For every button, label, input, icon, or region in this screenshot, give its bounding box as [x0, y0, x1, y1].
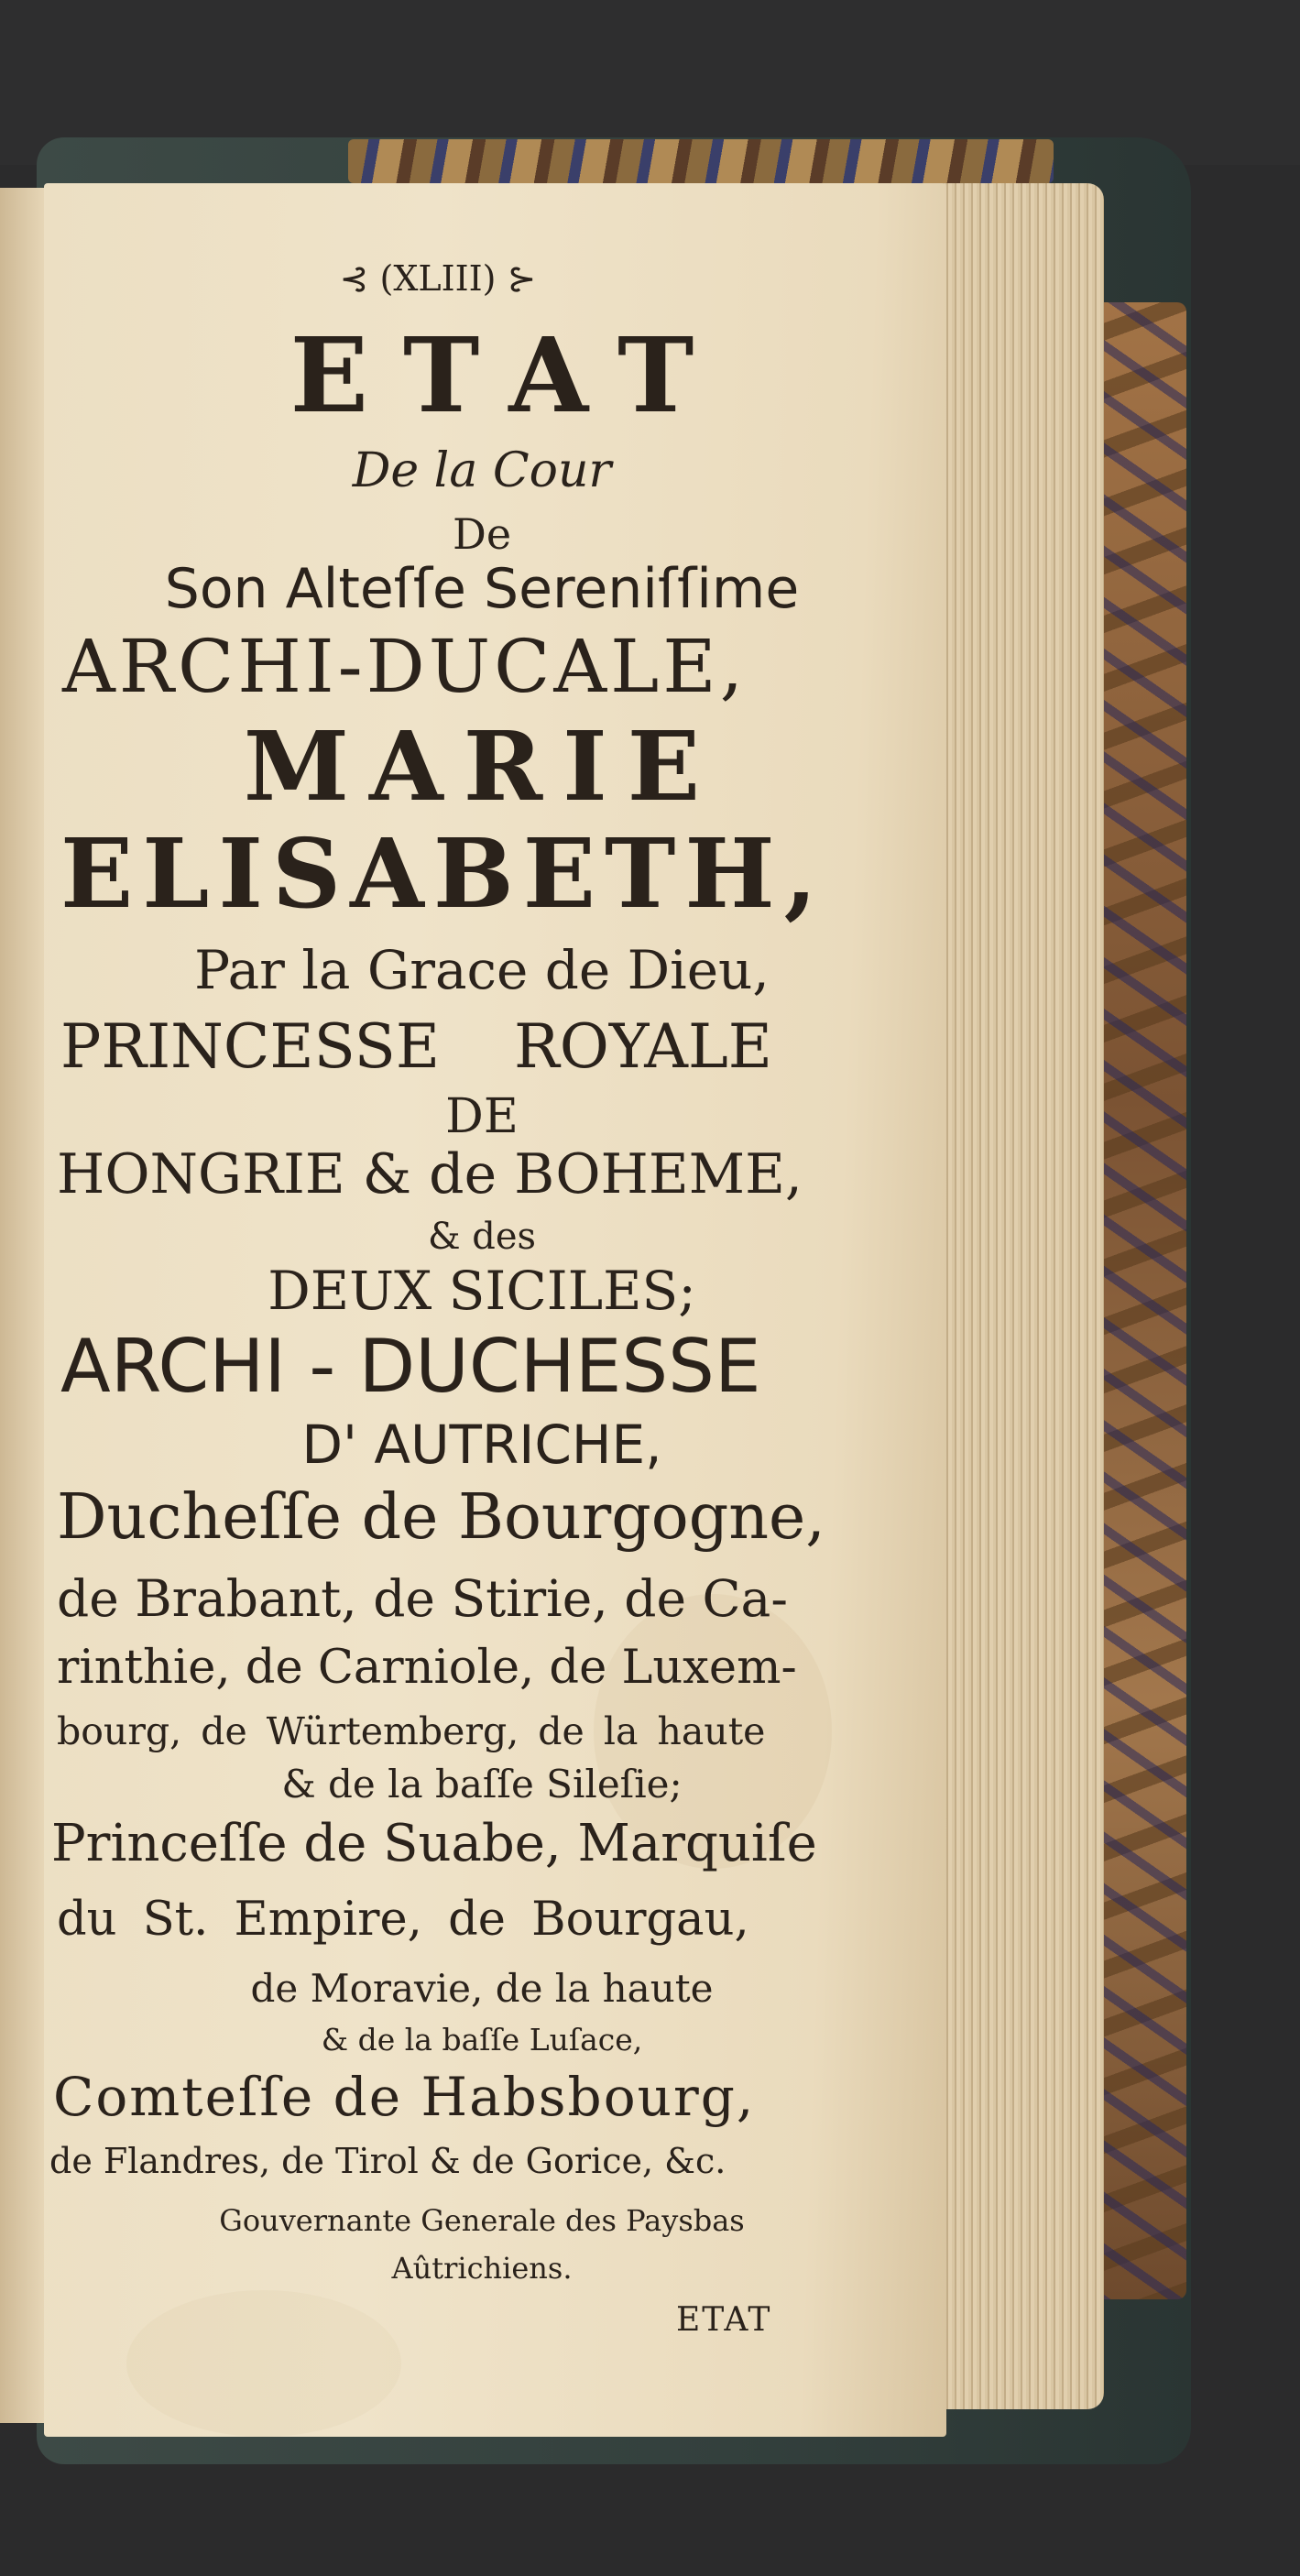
text-line: & des [427, 1216, 537, 1258]
ornament-right: ⊱ [496, 258, 537, 299]
book-page [44, 183, 946, 2437]
text-line: PRINCESSE ROYALE [60, 1011, 772, 1082]
text-line: HONGRIE & de BOHEME, [57, 1142, 803, 1206]
text-line: de Brabant, de Stirie, de Ca- [57, 1569, 788, 1628]
title-line: ARCHI - DUCHESSE [60, 1324, 761, 1409]
text-line: DE [445, 1089, 519, 1144]
title-line: ETAT [289, 316, 729, 436]
ornament-left: ⊰ [339, 258, 380, 299]
text-line: Aûtrichiens. [391, 2251, 573, 2286]
catchword: ETAT [676, 2301, 772, 2339]
text-line: & de la baſſe Luſace, [321, 2022, 643, 2058]
text-line: du St. Empire, de Bourgau, [57, 1893, 749, 1947]
text-line: de Moravie, de la haute [250, 1966, 714, 2011]
text-line: Par la Grace de Dieu, [194, 939, 770, 1001]
text-line: Princeſſe de Suabe, Marquiſe [51, 1814, 817, 1873]
text-line: de Flandres, de Tirol & de Gorice, &c. [49, 2141, 726, 2181]
text-line: DEUX SICILES; [268, 1260, 696, 1322]
text-line: & de la baſſe Sileſie; [281, 1762, 683, 1806]
text-line: De [452, 509, 512, 559]
marbled-fore-edge [1095, 302, 1186, 2299]
title-line: MARIE [243, 710, 721, 823]
text-line: rinthie, de Carniole, de Luxem- [57, 1641, 797, 1695]
left-page-edge [0, 188, 46, 2423]
page-number-ornament [255, 258, 621, 299]
text-line: D' AUTRICHE, [301, 1414, 662, 1476]
text-line: De la Cour [352, 443, 612, 498]
text-line: Comteſſe de Habsbourg, [53, 2066, 756, 2128]
text-line: Ducheſſe de Bourgogne, [57, 1481, 825, 1554]
title-line: ELISABETH, [60, 817, 826, 930]
text-line: bourg, de Würtemberg, de la haute [57, 1709, 766, 1753]
marbled-edge-top [348, 139, 1054, 183]
text-line: Son Alteſſe Sereniſſime [164, 557, 800, 621]
paper-stain [126, 2290, 401, 2437]
page-number: (XLIII) [379, 258, 497, 299]
text-line: ARCHI-DUCALE, [62, 624, 748, 709]
page-block-edges [944, 183, 1104, 2409]
text-line: Gouvernante Generale des Paysbas [219, 2203, 745, 2238]
